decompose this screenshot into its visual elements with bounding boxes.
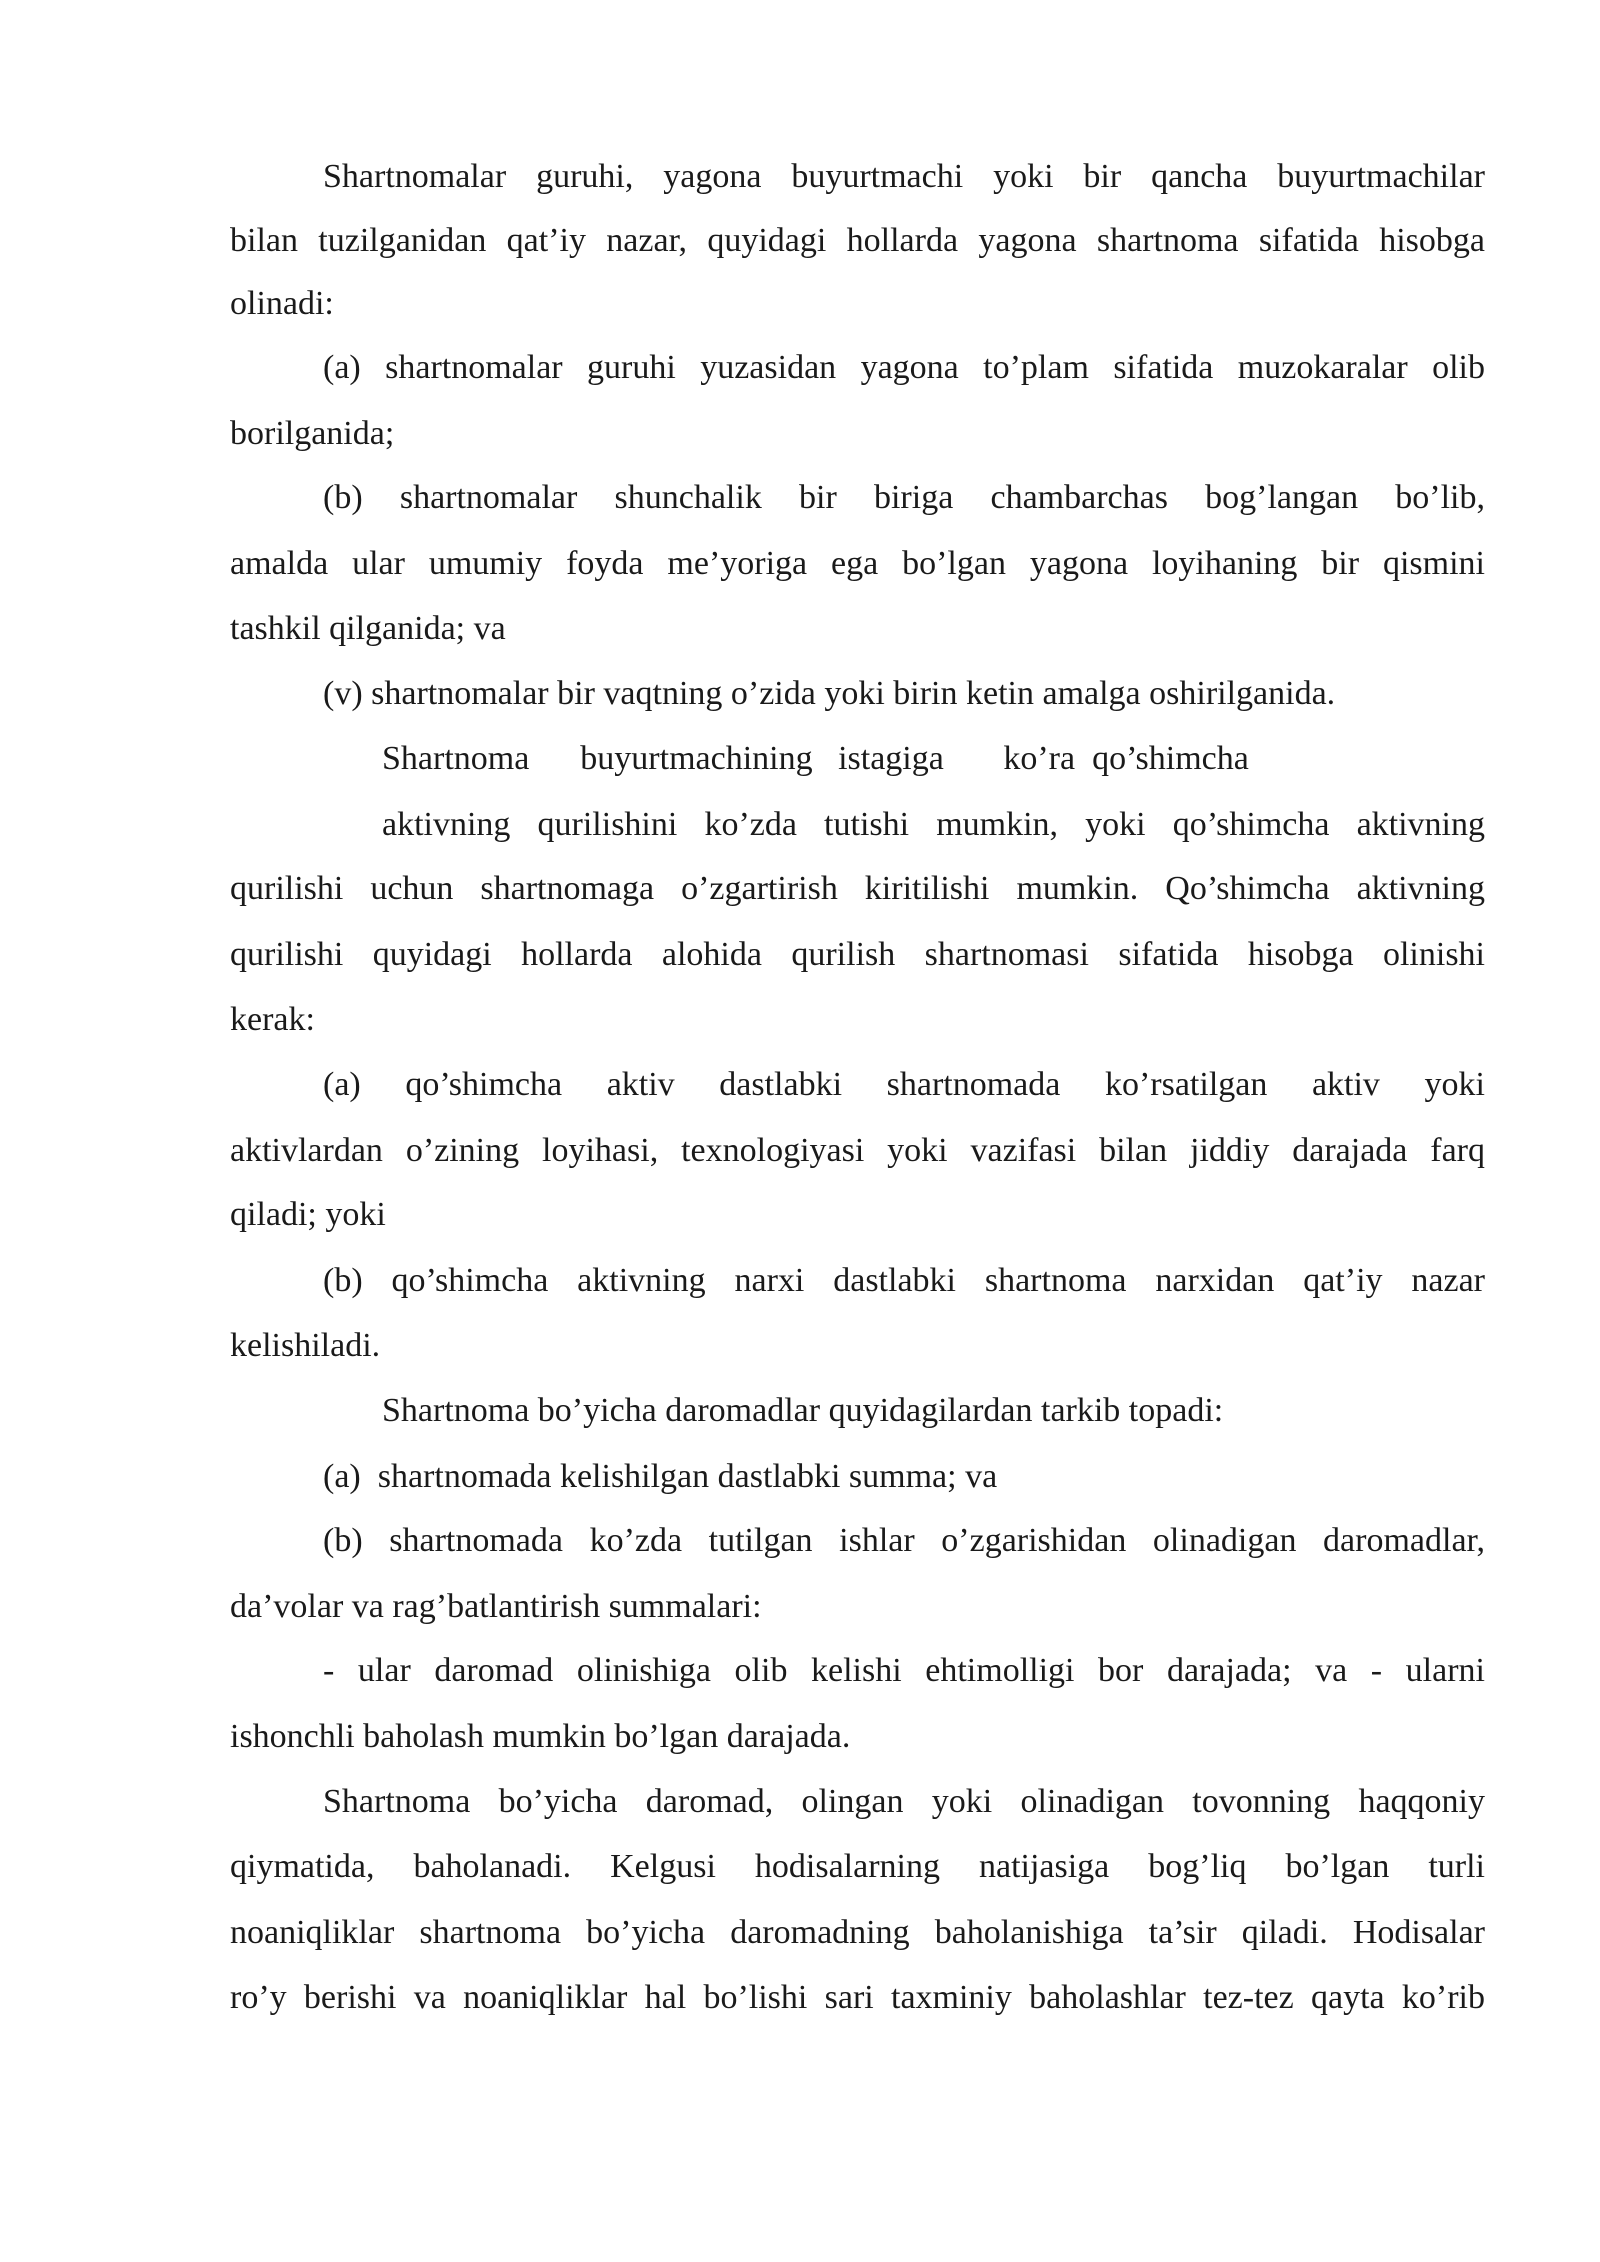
text-line: kerak: — [230, 1001, 315, 1038]
text-line: (b) shartnomada ko’zda tutilgan ishlar o’zgarishidan olinadigan daromadlar, — [323, 1522, 1485, 1559]
text-line: tashkil qilganida; va — [230, 610, 506, 647]
text-line: (b) qo’shimcha aktivning narxi dastlabki shartnoma narxidan qat’iy nazar — [323, 1262, 1485, 1299]
text-line: qiladi; yoki — [230, 1196, 386, 1233]
text-line: bilan tuzilganidan qat’iy nazar, quyidagi hollarda yagona shartnoma sifatida hisobga — [230, 222, 1485, 259]
text-line: qiymatida, baholanadi. Kelgusi hodisalarning natijasiga bog’liq bo’lgan turli — [230, 1848, 1485, 1885]
text-line: borilganida; — [230, 415, 395, 452]
text-line: qurilishi uchun shartnomaga o’zgartirish kiritilishi mumkin. Qo’shimcha aktivning — [230, 870, 1485, 907]
text-line: qurilishi quyidagi hollarda alohida qurilish shartnomasi sifatida hisobga olinishi — [230, 936, 1485, 973]
text-line: da’volar va rag’batlantirish summalari: — [230, 1588, 762, 1625]
text-line: Shartnoma bo’yicha daromadlar quyidagilardan tarkib topadi: — [382, 1392, 1224, 1429]
text-line: noaniqliklar shartnoma bo’yicha daromadning baholanishiga ta’sir qiladi. Hodisalar — [230, 1914, 1485, 1951]
text-line: (a) qo’shimcha aktiv dastlabki shartnomada ko’rsatilgan aktiv yoki — [323, 1066, 1485, 1103]
text-line: (v) shartnomalar bir vaqtning o’zida yoki birin ketin amalga oshirilganida. — [323, 675, 1336, 712]
text-line: ro’y berishi va noaniqliklar hal bo’lishi sari taxminiy baholashlar tez-tez qayta ko’rib — [230, 1979, 1485, 2016]
text-line: ishonchli baholash mumkin bo’lgan darajada. — [230, 1718, 851, 1755]
text-line: Shartnoma bo’yicha daromad, olingan yoki olinadigan tovonning haqqoniy — [323, 1783, 1485, 1820]
text-line: aktivning qurilishini ko’zda tutishi mumkin, yoki qo’shimcha aktivning — [382, 806, 1485, 843]
text-line: Shartnomalar guruhi, yagona buyurtmachi yoki bir qancha buyurtmachilar — [323, 158, 1485, 195]
text-line: amalda ular umumiy foyda me’yoriga ega bo’lgan yagona loyihaning bir qismini — [230, 545, 1485, 582]
text-line: kelishiladi. — [230, 1327, 381, 1364]
text-line: olinadi: — [230, 285, 334, 322]
text-line: Shartnoma buyurtmachining istagiga ko’ra qo’shimcha — [382, 740, 1249, 777]
text-line: aktivlardan o’zining loyihasi, texnologiyasi yoki vazifasi bilan jiddiy darajada farq — [230, 1132, 1485, 1169]
text-line: (a) shartnomalar guruhi yuzasidan yagona to’plam sifatida muzokaralar olib — [323, 349, 1485, 386]
text-line: - ular daromad olinishiga olib kelishi ehtimolligi bor darajada; va - ularni — [323, 1652, 1485, 1689]
text-line: (a) shartnomada kelishilgan dastlabki summa; va — [323, 1458, 998, 1495]
text-line: (b) shartnomalar shunchalik bir biriga chambarchas bog’langan bo’lib, — [323, 479, 1485, 516]
